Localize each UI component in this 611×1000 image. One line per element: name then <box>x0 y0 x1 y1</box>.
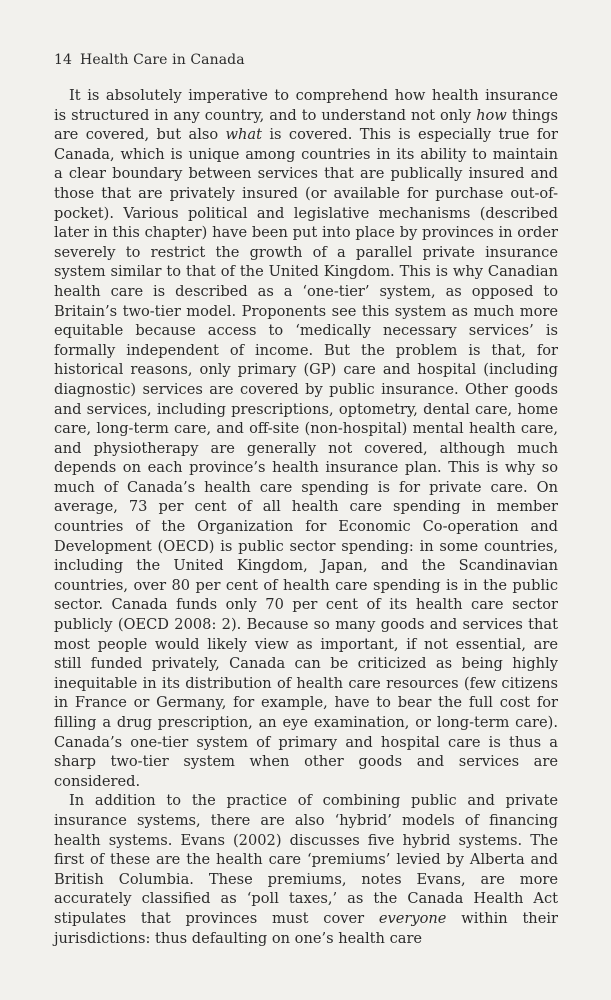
emphasis-everyone: everyone <box>378 909 447 927</box>
emphasis-what: what <box>225 126 262 144</box>
paragraph-2-text-a: In addition to the practice of combining public and private insurance systems, there are also ‘hybrid’ models of financing health systems. Evans (2002) discusses five hybrid systems. The first of these are the health care ‘premiums’ levied by Alberta and British Columbia. These premiums, notes Evans, are more accurately classified as ‘poll taxes,’ as the Canada Health Act stipulates that provinces must cover <box>54 792 558 927</box>
paragraph-1 <box>54 86 558 791</box>
paragraph-1-text-a: It is absolutely imperative to comprehend how health insurance is structured in any country, and to understand not only <box>54 87 558 124</box>
body-text <box>54 86 558 948</box>
paragraph-2 <box>54 791 558 948</box>
running-head <box>54 52 558 68</box>
running-head-title: Health Care in Canada <box>80 52 245 68</box>
page-number: 14 <box>54 52 73 68</box>
paragraph-1-text-c: is covered. This is especially true for Canada, which is unique among countries in its ability to maintain a clear boundary between services that are publically insured and those that are privately insured (or available for purchase out-of-pocket). Various political and legislative mechanisms (described later in this chapter) have been put into place by provinces in order severely to restrict the growth of a parallel private insurance system similar to that of the United Kingdom. This is why Canadian health care is described as a ‘one-tier’ system, as opposed to Britain’s two-tier model. Proponents see this system as much more equitable because access to ‘medically necessary services’ is formally independent of income. But the problem is that, for historical reasons, only primary (GP) care and hospital (including diagnostic) services are covered by public insurance. Other goods and services, including prescriptions, optometry, dental care, home care, long-term care, and off-site (non-hospital) mental health care, and physiotherapy are generally not covered, although much depends on each province’s health insurance plan. This is why so much of Canada’s health care spending is for private care. On average, 73 per cent of all health care spending in member countries of the Organization for Economic Co-operation and Development (OECD) is public sector spending: in some countries, including the United Kingdom, Japan, and the Scandinavian countries, over 80 per cent of health care spending is in the public sector. Canada funds only 70 per cent of its health care sector publicly (OECD 2008: 2). Because so many goods and services that most people would likely view as important, if not essential, are still funded privately, Canada can be criticized as being highly inequitable in its distribution of health care resources (few citizens in France or Germany, for example, have to bear the full cost for filling a drug prescription, an eye examination, or long-term care). Canada’s one-tier system of primary and hospital care is thus a sharp two-tier system when other goods and services are considered. <box>54 126 558 790</box>
paragraph-1-text-b: things are covered, but also <box>54 106 558 144</box>
paragraph-2-text-b: within their jurisdictions: thus defaulting on one’s health care <box>54 909 558 947</box>
emphasis-how: how <box>476 106 507 124</box>
